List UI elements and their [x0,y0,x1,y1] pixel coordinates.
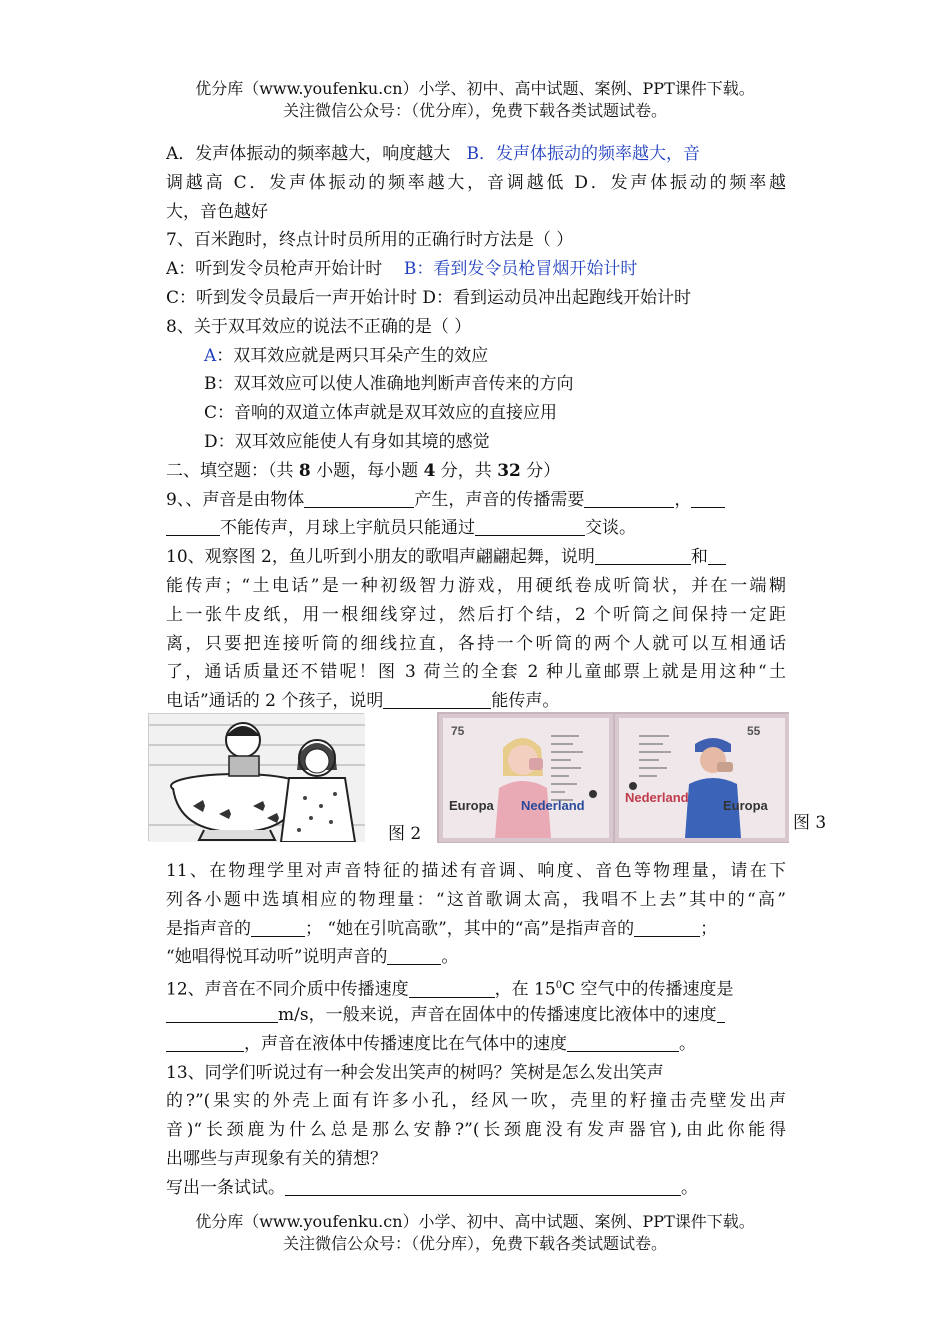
header-line-1: 优分库（www.youfenku.cn）小学、初中、高中试题、案例、PPT课件下载。 [195,79,755,98]
figure-3-caption: 图 3 [793,813,827,833]
q7-stem: 7、百米跑时，终点计时员所用的正确行时方法是（ ） [166,230,574,251]
q12-line-3: ，声音在液体中传播速度比在气体中的速度 。 [166,1030,786,1059]
q10-line-6: 电话”通话的 2 个孩子，说明 能传声。 [166,691,560,712]
q12-blank-1[interactable] [409,979,495,998]
q9-blank-4[interactable] [475,517,585,536]
q11-line-2: 列各小题中选填相应的物理量：“这首歌调太高，我唱不上去”其中的“高” [166,889,786,910]
q9-line-1: 9、、声音是由物体 产生，声音的传播需要 ， [166,486,786,515]
q12-blank-2[interactable] [166,1004,278,1023]
q13-line-3: 音)“长颈鹿为什么总是那么安静?”(长颈鹿没有发声器官),由此你能得 [166,1120,786,1141]
q8-option-a: A：双耳效应就是两只耳朵产生的效应 [204,345,489,366]
q8-stem: 8、关于双耳效应的说法不正确的是（ ） [166,316,472,337]
footer-line-1: 优分库（www.youfenku.cn）小学、初中、高中试题、案例、PPT课件下载。 [195,1212,755,1231]
q10-blank-1[interactable] [595,546,691,565]
page-header [0,78,950,122]
q11-blank-3[interactable] [387,946,441,965]
page-footer [0,1211,950,1255]
figure-3-stamps [437,712,789,843]
q13-line-2: 的?”(果实的外壳上面有许多小孔，经风一吹，壳里的籽撞击壳壁发出声 [166,1091,786,1112]
figure-2-image [148,713,364,841]
q7-options-cd: C：听到发令员最后一声开始计时 D：看到运动员冲出起跑线开始计时 [166,287,692,308]
stamp-2 [615,714,789,842]
q9-line-2: 不能传声，月球上宇航员只能通过 交谈。 [166,514,786,543]
stamp-2-country: Nederland [625,790,689,805]
children-fishbowl-illustration [149,714,365,842]
q10-line-5: 了，通话质量还不错呢！图 3 荷兰的全套 2 种儿童邮票上就是用这种“土 [166,662,786,683]
q9-blank-1[interactable] [304,489,414,508]
stamp-2-value: 55 [747,724,761,738]
q9-blank-3-end[interactable] [166,517,220,536]
q10-line-2: 能传声；“土电话”是一种初级智力游戏，用硬纸卷成听筒状，并在一端糊 [166,575,786,596]
q6-options-line-2: 调越高 C．发声体振动的频率越大，音调越低 D．发声体振动的频率越 [166,172,786,193]
q6-options-line-1: A．发声体振动的频率越大，响度越大 B．发声体振动的频率越大，音 [166,144,700,164]
stamp-2-europa: Europa [723,798,768,813]
q12-line-1: 12、声音在不同介质中传播速度 ，在 $15^0C$ 空气中的传播速度是 [166,979,734,1000]
q11-line-3: 是指声音的 ； “她在引吭高歌”，其中的“高”是指声音的 ； [166,918,718,939]
q13-line-1: 13、同学们听说过有一种会发出笑声的树吗？笑树是怎么发出笑声 [166,1062,664,1083]
q13-line-4: 出哪些与声现象有关的猜想？ [166,1148,387,1169]
footer-line-2: 关注微信公众号：（优分库），免费下载各类试题试卷。 [282,1234,667,1253]
q11-line-1: 11、在物理学里对声音特征的描述有音调、响度、音色等物理量，请在下 [166,861,786,881]
q10-line-4: 离，只要把连接听筒的细线拉直，各持一个听筒的两个人就可以互相通话 [166,633,786,654]
stamp-1-country: Nederland [521,798,585,813]
q9-blank-3-start[interactable] [691,489,725,508]
q13-answer-blank[interactable] [285,1177,681,1196]
q11-blank-1[interactable] [251,918,305,937]
stamp-1-value: 75 [451,724,465,738]
q10-blank-3[interactable] [383,690,491,709]
header-line-2: 关注微信公众号：（优分库），免费下载各类试题试卷。 [282,101,667,120]
section-2-heading: 二、填空题：（共 8 小题，每小题 4 分，共 32 分） [166,460,561,481]
q9-blank-2[interactable] [584,489,674,508]
q12-line-2: m/s，一般来说，声音在固体中的传播速度比液体中的速度 [166,1001,786,1030]
q8-option-d: D：双耳效应能使人有身如其境的感觉 [204,431,490,452]
q12-blank-3-end[interactable] [166,1033,244,1052]
q13-line-5: 写出一条试试。 。 [166,1177,698,1198]
lower-text-block [166,857,786,1203]
upper-text-block [166,140,786,716]
girl-with-tin-can-phone-illustration [443,718,609,838]
q8-option-b: B：双耳效应可以使人准确地判断声音传来的方向 [204,374,574,395]
stamp-1-europa: Europa [449,798,494,813]
q7-options-ab: A：听到发令员枪声开始计时 B：看到发令员枪冒烟开始计时 [166,259,638,280]
q6-options-line-3: 大，音色越好 [166,201,268,222]
q10-line-1: 10、观察图 2，鱼儿听到小朋友的歌唱声翩翩起舞，说明 和 [166,543,786,572]
q12-blank-3-start[interactable] [717,1004,725,1023]
q11-line-4: “她唱得悦耳动听”说明声音的 。 [166,947,459,968]
q12-blank-4[interactable] [567,1033,679,1052]
q10-blank-2[interactable] [708,546,726,565]
q11-blank-2[interactable] [634,918,700,937]
q10-line-3: 上一张牛皮纸，用一根细线穿过，然后打个结，2 个听筒之间保持一定距 [166,604,786,625]
q8-option-c: C：音响的双道立体声就是双耳效应的直接应用 [204,403,558,424]
figure-2-caption: 图 2 [388,824,422,844]
stamp-1 [439,714,613,842]
q7-option-b: B：看到发令员枪冒烟开始计时 [403,259,638,280]
